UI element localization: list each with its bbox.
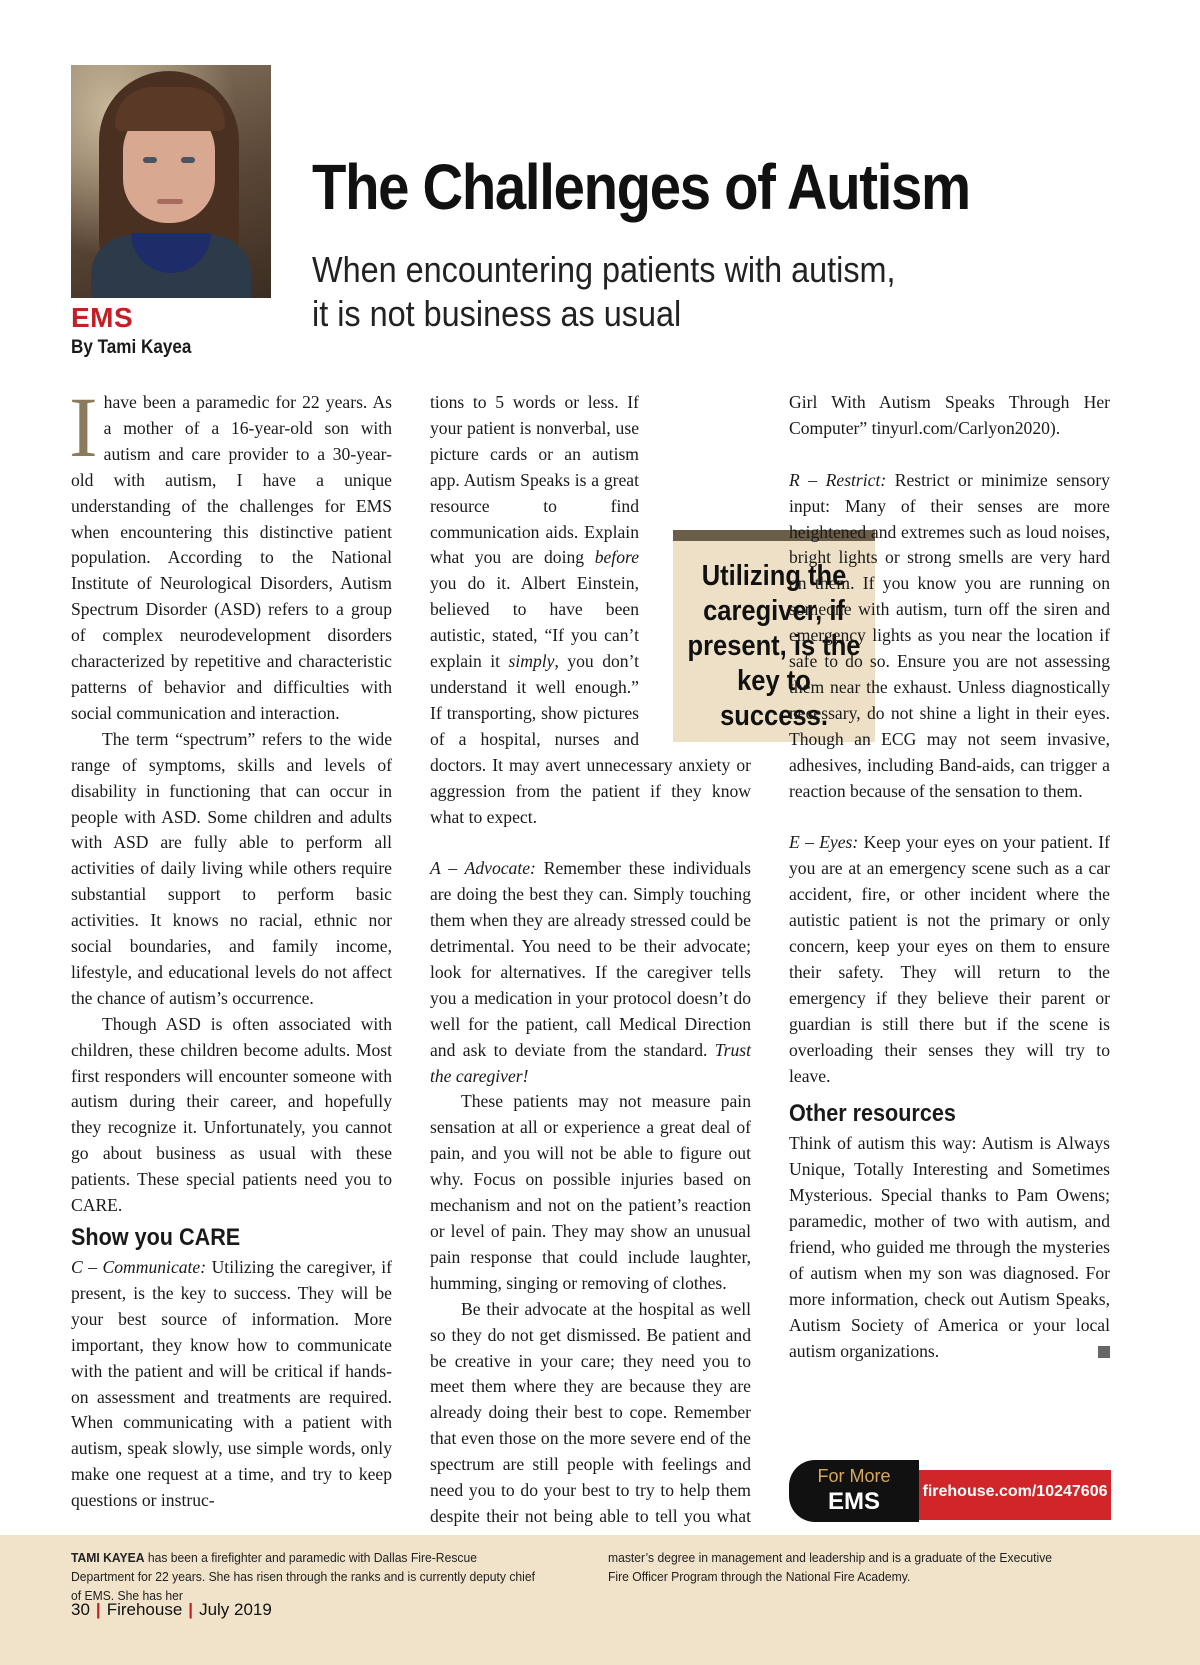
end-mark-icon <box>1098 1346 1110 1358</box>
page-number: 30 <box>71 1600 90 1619</box>
col1-paragraph-2: The term “spectrum” refers to the wide range of symptoms, skills and levels of disability in functioning that can occur in people with ASD. Some children and adults with ASD are fully able to perform all activities of daily living while others require substantial support to perform basic activities. It knows no racial, ethnic nor social boundaries, and family income, lifestyle, and educational levels do not affect the chance of autism’s occurrence. <box>71 728 392 1008</box>
column-1 <box>69 379 392 1514</box>
col1-paragraph-3: Though ASD is often associated with children, these children become adults. Most first responders will encounter someone with autism during their career, and hopefully they recognize it. Unfortunately, you cannot go about business as usual with these patients. These special patients need you to CARE. <box>71 1013 392 1216</box>
section-label: EMS <box>71 302 134 333</box>
col1-paragraph-4: C – Communicate: Utilizing the caregiver, if present, is the key to success. They will be your best source of information. More important, they know how to communicate with the patient and will be critical if hands-on assessment and treatments are required. When communicating with a patient with autism, speak slowly, use simple words, only make one request at a time, and try to keep questions or instruc- <box>71 1257 392 1511</box>
headline: The Challenges of Autism <box>312 151 970 223</box>
col2-paragraph-2: A – Advocate: Remember these individuals are doing the best they can. Simply touching them when they are already stressed could be detrimental. You need to be their advocate; look for alternatives. If the caregiver tells you a medication in your protocol doesn’t do well for the patient, call Medical Direction and ask to deviate from the standard. Trust the caregiver! <box>430 858 751 1086</box>
deck-line-2: it is not business as usual <box>312 293 682 334</box>
publication-name: Firehouse <box>106 1600 183 1619</box>
column-3 <box>789 390 1110 1365</box>
for-more-url-link[interactable]: firehouse.com/10247606 <box>922 1483 1108 1500</box>
col3-paragraph-2: R – Restrict: Restrict or minimize sensory input: Many of their senses are more heightened and extremes such as loud noises, bright lights or strong smells are very hard on them. If you know you are running on someone with autism, turn off the siren and emergency lights as you near the location if safe to do so. Ensure you are not assessing them near the exhaust. Unless diagnostically necessary, do not shine a light in their eyes. Though an ECG may not seem invasive, adhesives, including Band-aids, can trigger a reaction because of the sensation to them. <box>789 469 1110 801</box>
section-heading-show-you-care: Show you CARE <box>71 1224 241 1251</box>
deck <box>312 248 896 336</box>
col1-paragraph-1: I have been a paramedic for 22 years. As a mother of a 16-year-old son with autism and care provider to a 30-year-old with autism, I have a unique understanding of the challenges for EMS when encountering this distinctive patient population. According to the National Institute of Neurological Disorders, Autism Spectrum Disorder (ASD) refers to a group of complex neurodevelopment disorders characterized by repetitive and characteristic patterns of behavior and difficulties with social communication and interaction. <box>69 379 392 723</box>
col2-paragraph-3: These patients may not measure pain sensation at all or experience a great deal of pain, and you will not be able to figure out why. Focus on possible injuries based on mechanism and not on the patient’s reaction or level of pain. They may show an unusual pain response that could include laughter, humming, singing or removing of clothes. <box>430 1091 751 1293</box>
author-bio-part-1: TAMI KAYEA has been a firefighter and paramedic with Dallas Fire-Rescue Department for 22 years. She has risen through the ranks and is currently deputy chief of EMS. She has her <box>71 1550 535 1603</box>
col3-paragraph-4: Think of autism this way: Autism is Always Unique, Totally Interesting and Sometimes Mysterious. Special thanks to Pam Owens; paramedic, mother of two with autism, and friend, who guided me through the mysteries of autism when my son was diagnosed. For more information, check out Autism Speaks, Autism Society of America or your local autism organizations. <box>789 1133 1110 1361</box>
author-bio-part-2: master’s degree in management and leadership and is a graduate of the Executive Fire Officer Program through the National Fire Academy. <box>608 1550 1053 1584</box>
for-more-box[interactable] <box>789 1460 1111 1522</box>
for-more-section: EMS <box>827 1488 880 1515</box>
author-photo <box>71 65 271 298</box>
issue-date: July 2019 <box>199 1600 272 1619</box>
drop-cap: I <box>69 379 98 475</box>
col2-paragraph-4: Be their advocate at the hospital as well so they do not get dismissed. Be patient and be creative in your care; they need you to meet them where they are because they are already doing their best to cope. Remember that even those on the more severe end of the spectrum are still people with feelings and need you to do your best to try to help them despite their not being able to tell you what <box>430 1298 751 1526</box>
col3-paragraph-3: E – Eyes: Keep your eyes on your patient. If you are at an emergency scene such as a car accident, fire, or other incident where the autistic patient is not the primary or only concern, keep your eyes on them to ensure their safety. They will return to the emergency if they believe their parent or guardian is still there but if the scene is overloading their senses they will try to leave. <box>789 832 1110 1086</box>
col3-paragraph-1: Girl With Autism Speaks Through Her Computer” tinyurl.com/Carlyon2020). <box>789 392 1110 438</box>
for-more-label: For More <box>817 1466 891 1486</box>
page-folio: 30 | Firehouse | July 2019 <box>71 1600 272 1619</box>
byline: By Tami Kayea <box>71 337 192 358</box>
col2-paragraph-1: tions to 5 words or less. If your patient is nonverbal, use picture cards or an autism app. Autism Speaks is a great resource to find communication aids. Explain what you are doing before you do it. Albert Einstein, believed to have been autistic, stated, “If you can’t explain it simply, you don’t understand it well enough.” If transporting, show pictures of a hospital, nurses and doctors. It may avert unnecessary anxiety or aggression from the patient if they know what to expect. <box>430 392 751 827</box>
pull-quote: Utilizing the caregiver, if present, is the key to success. <box>687 560 861 732</box>
deck-line-1: When encountering patients with autism, <box>312 249 896 290</box>
section-heading-other-resources: Other resources <box>789 1100 956 1128</box>
